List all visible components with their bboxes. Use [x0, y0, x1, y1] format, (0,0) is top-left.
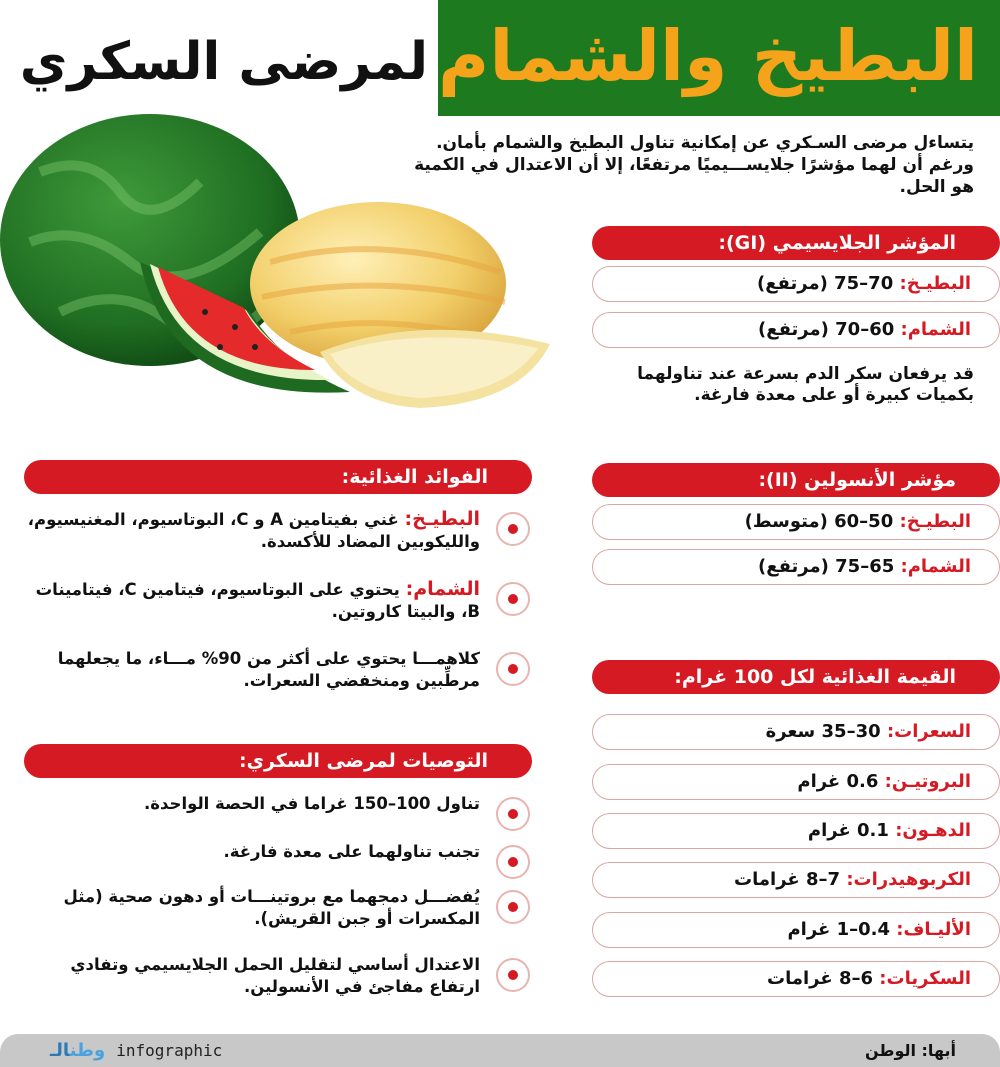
recommendation-item	[24, 954, 530, 998]
footer-bar	[0, 1034, 1000, 1067]
bullet-icon	[496, 845, 530, 879]
benefit-body: يحتوي على البوتاسيوم، فيتامين C، فيتامينات B، والبيتا كاروتين.	[35, 580, 480, 621]
benefit-label: الشمام:	[405, 578, 480, 600]
ii-row-watermelon	[592, 504, 1000, 540]
gi-row-label: الشمام:	[900, 319, 971, 340]
nutrition-row-label: الأليـاف:	[896, 919, 971, 940]
bullet-icon	[496, 890, 530, 924]
ii-section-header: مؤشر الأنسولين (II):	[592, 463, 1000, 497]
benefit-item-melon	[24, 578, 530, 623]
recommendation-text: الاعتدال أساسي لتقليل الحمل الجلايسيمي وتفادي ارتفاع مفاجئ في الأنسولين.	[70, 955, 480, 996]
ii-row-label: الشمام:	[900, 556, 971, 577]
ii-row-melon	[592, 549, 1000, 585]
benefit-item-watermelon	[24, 508, 530, 553]
brand-tag: infographic	[116, 1041, 223, 1060]
ii-row-value: 65–75 (مرتفع)	[758, 556, 895, 577]
nutrition-row-value: 6–8 غرامات	[767, 968, 873, 989]
benefit-text	[24, 578, 490, 623]
page-subtitle: لمرضى السكري	[19, 32, 428, 92]
intro-text: يتساءل مرضى السـكري عن إمكانية تناول البطيخ والشمام بأمان. ورغم أن لهما مؤشرًا جلايســـيميًا مرتفعًا، إلا أن الاعتدال في الكمية هو الحل.	[414, 133, 974, 197]
bullet-icon	[496, 958, 530, 992]
benefit-text	[24, 508, 490, 553]
nutrition-row-value: 7–8 غرامات	[734, 869, 841, 890]
bullet-icon	[496, 512, 530, 546]
recommendation-item	[24, 793, 530, 831]
nutrition-row-fiber	[592, 912, 1000, 948]
nutrition-row-value: 0.6 غرام	[797, 771, 879, 792]
page-title: البطيخ والشمام	[438, 15, 978, 97]
recommendation-item	[24, 886, 530, 930]
gi-row-value: 60–70 (مرتفع)	[758, 319, 895, 340]
ii-row-value: 50–60 (متوسط)	[744, 511, 894, 532]
benefit-item-both	[24, 648, 530, 692]
nutrition-section-header: القيمة الغذائية لكل 100 غرام:	[592, 660, 1000, 694]
nutrition-row-label: البروتيـن:	[884, 771, 971, 792]
gi-row-label: البطيـخ:	[899, 273, 971, 294]
benefits-section-header: الفوائد الغذائية:	[24, 460, 532, 494]
nutrition-row-protein	[592, 764, 1000, 800]
recommendation-text: تجنب تناولهما على معدة فارغة.	[223, 842, 480, 861]
nutrition-row-label: الدهـون:	[895, 820, 971, 841]
benefit-body: كلاهمـــا يحتوي على أكثر من 90% مـــاء، ما يجعلهما مرطِّبين ومنخفضي السعرات.	[57, 649, 480, 690]
nutrition-row-value: 0.4–1 غرام	[787, 919, 891, 940]
gi-row-watermelon	[592, 266, 1000, 302]
bullet-icon	[496, 797, 530, 831]
nutrition-row-value: 0.1 غرام	[807, 820, 889, 841]
recommendation-text: يُفضـــل دمجهما مع بروتينـــات أو دهون صحية (مثل المكسرات أو جبن القريش).	[63, 887, 480, 928]
nutrition-row-label: الكربوهيدرات:	[846, 869, 971, 890]
ii-row-label: البطيـخ:	[899, 511, 971, 532]
benefit-label: البطيـخ:	[404, 508, 480, 530]
recommendation-item	[24, 841, 530, 879]
recommendation-text: تناول 100–150 غراما في الحصة الواحدة.	[144, 794, 480, 813]
nutrition-row-carbs	[592, 862, 1000, 898]
nutrition-row-fat	[592, 813, 1000, 849]
bullet-icon	[496, 652, 530, 686]
nutrition-row-label: السعرات:	[886, 721, 971, 742]
nutrition-row-label: السكريات:	[879, 968, 971, 989]
gi-row-melon	[592, 312, 1000, 348]
nutrition-row-sugars	[592, 961, 1000, 997]
nutrition-row-value: 30–35 سعرة	[765, 721, 881, 742]
nutrition-row-calories	[592, 714, 1000, 750]
benefit-text	[24, 648, 490, 692]
gi-note: قد يرفعان سكر الدم بسرعة عند تناولهما بكميات كبيرة أو على معدة فارغة.	[637, 364, 974, 405]
brand-logo: وطنالـ	[50, 1040, 106, 1061]
gi-row-value: 70–75 (مرتفع)	[757, 273, 894, 294]
bullet-icon	[496, 582, 530, 616]
footer-brand	[50, 1034, 222, 1067]
gi-section-header: المؤشر الجلايسيمي (GI):	[592, 226, 1000, 260]
recommendations-section-header: التوصيات لمرضى السكري:	[24, 744, 532, 778]
benefit-body: غني بفيتامين A و C، البوتاسيوم، المغنيسيوم، والليكوبين المضاد للأكسدة.	[27, 510, 480, 551]
footer-source: أبها: الوطن	[864, 1041, 956, 1060]
title-banner	[438, 0, 1000, 116]
